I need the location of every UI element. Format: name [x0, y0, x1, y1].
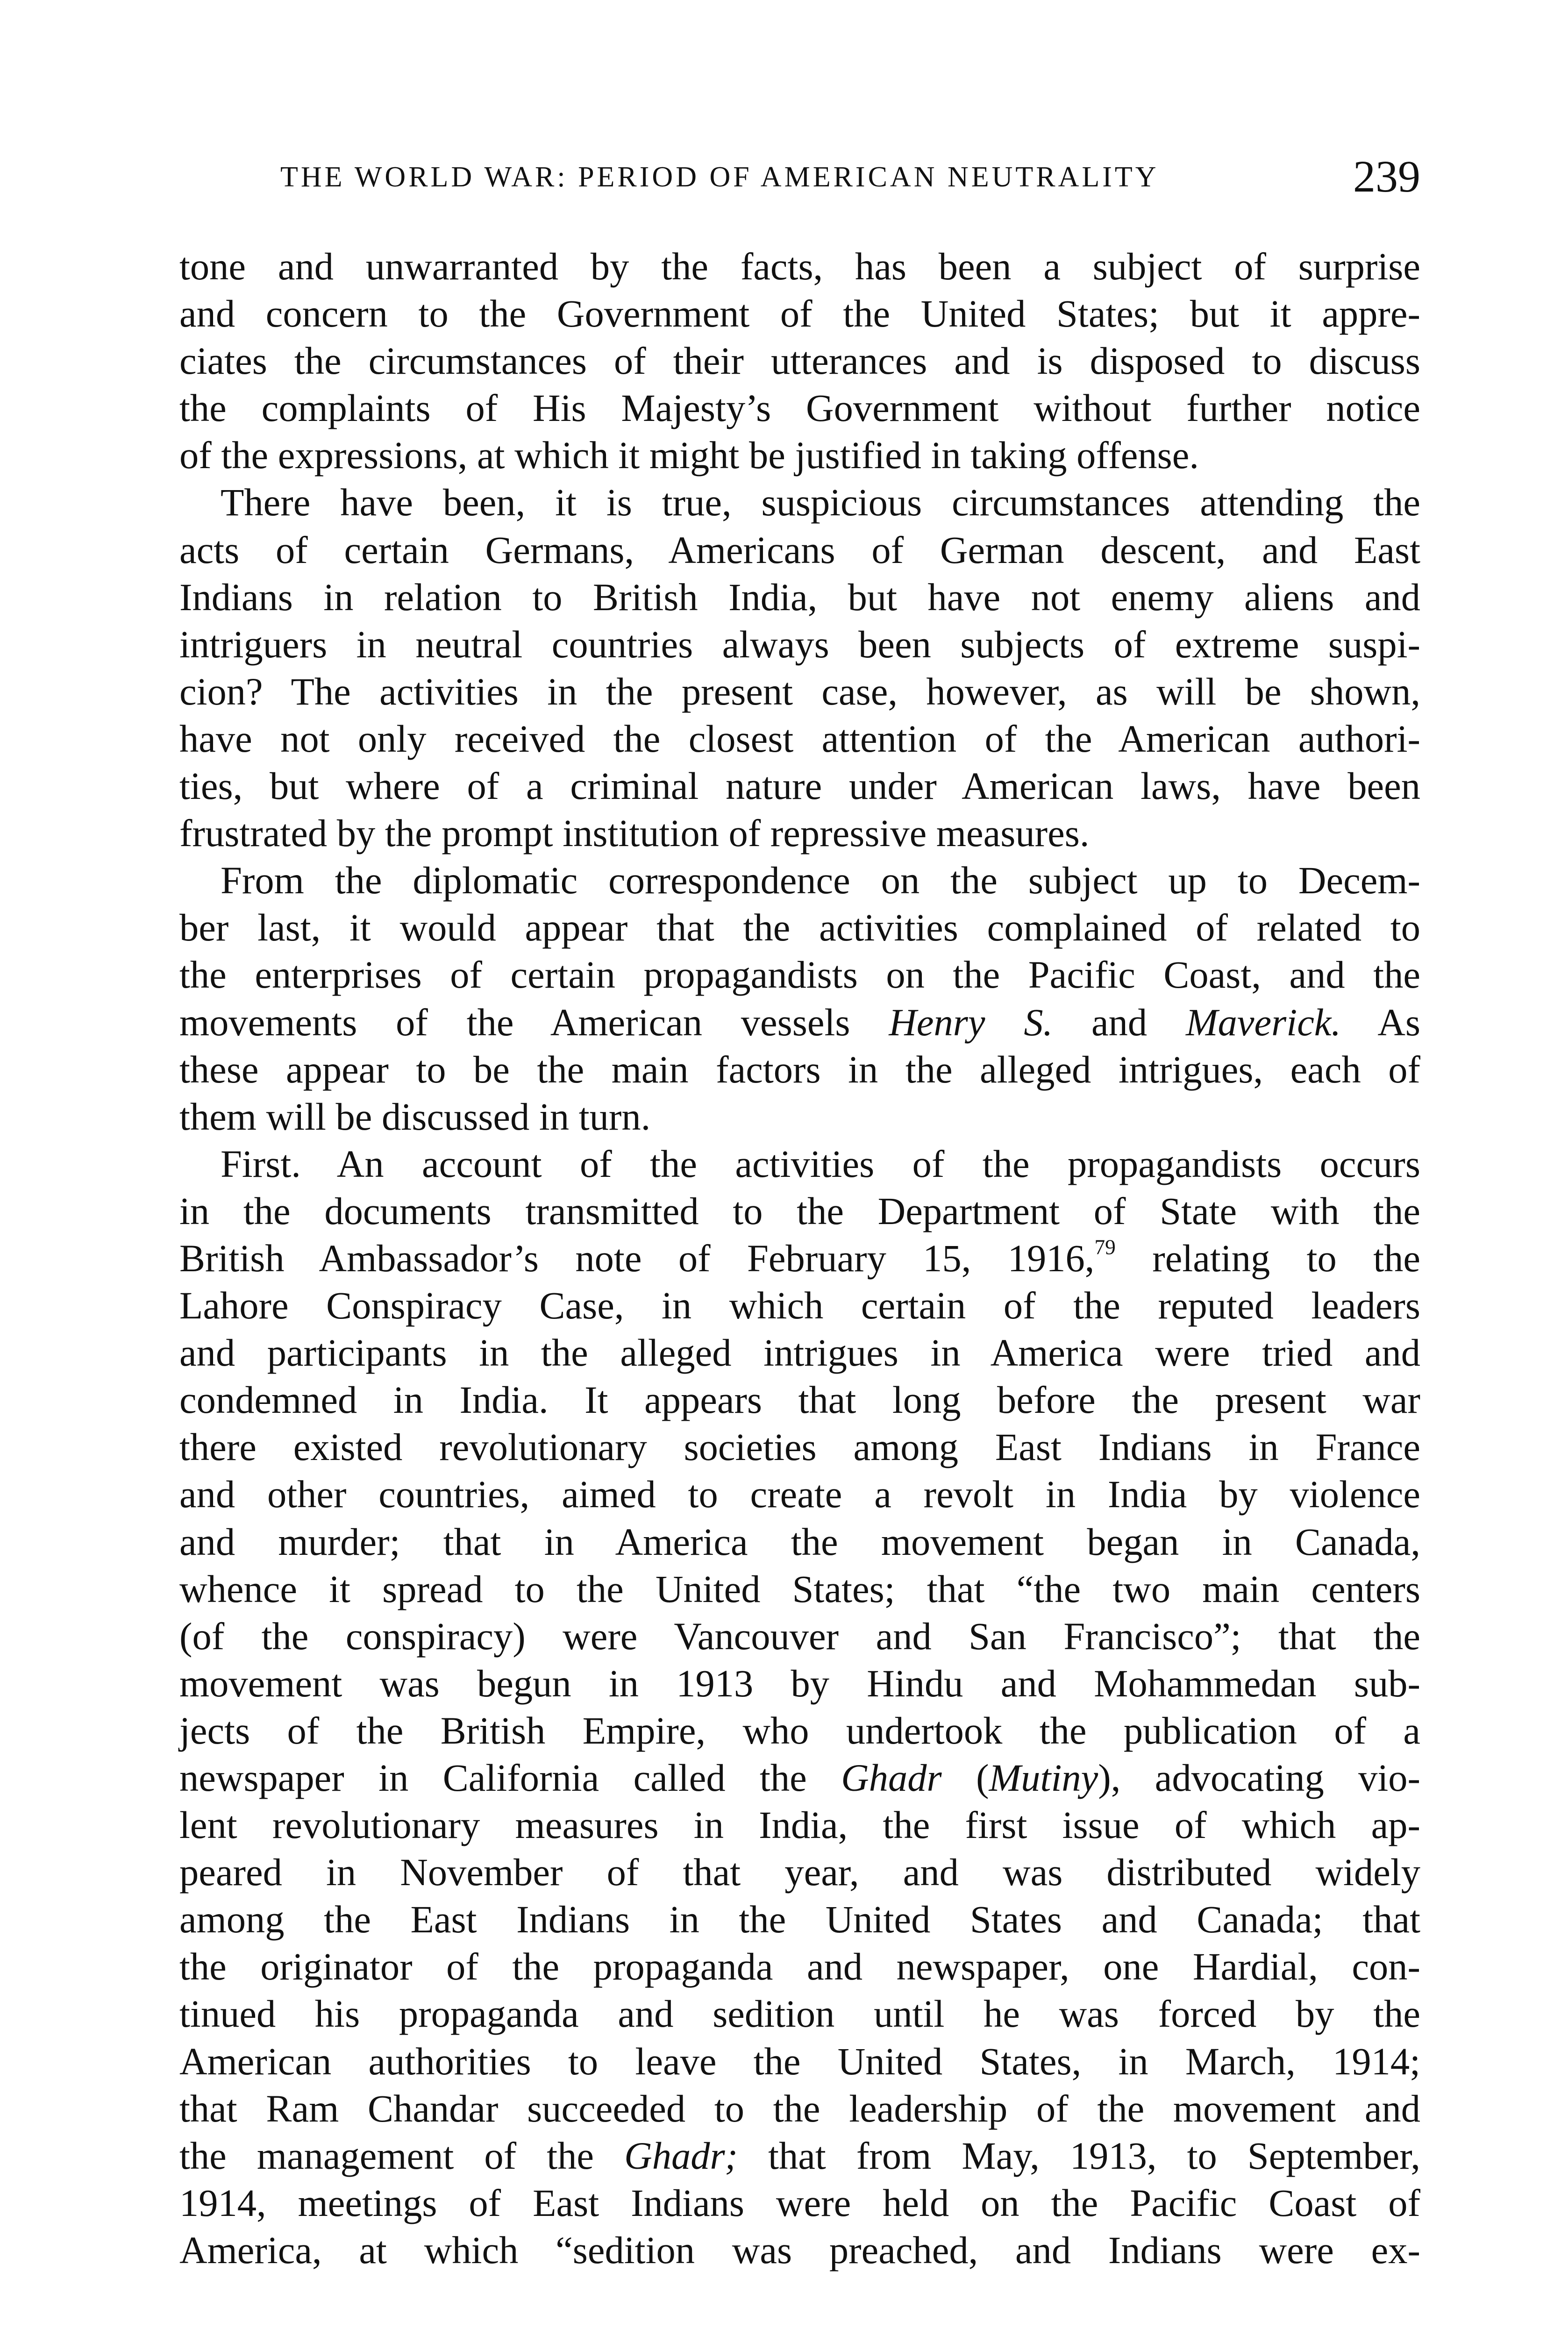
text-line: Indians in relation to British India, but have not enemy aliens and [179, 575, 1420, 619]
text-line [179, 999, 1420, 1046]
text-line: there existed revolutionary societies among East Indians in France [179, 1425, 1420, 1469]
text-fragment: movements of the American vessels [179, 1000, 850, 1044]
vessel-name-henry-s: Henry S. [889, 1000, 1053, 1044]
text-line: ties, but where of a criminal nature under American laws, have been [179, 764, 1420, 808]
text-line: condemned in India. It appears that long before the present war [179, 1378, 1420, 1422]
text-line: tone and unwarranted by the facts, has been a subject of surprise [179, 245, 1420, 288]
text-fragment: British Ambassador’s note of February 15, 1916, [179, 1236, 1095, 1280]
text-line: the enterprises of certain propagandists on the Pacific Coast, and the [179, 953, 1420, 997]
text-line: these appear to be the main factors in the alleged intrigues, each of [179, 1047, 1420, 1091]
text-line [179, 1235, 1420, 1282]
newspaper-translation-mutiny: Mutiny [989, 1756, 1098, 1799]
running-title: THE WORLD WAR: PERIOD OF AMERICAN NEUTRALITY [280, 161, 1159, 193]
text-line: jects of the British Empire, who undertook the publication of a [179, 1709, 1420, 1752]
text-line: acts of certain Germans, Americans of German descent, and East [179, 528, 1420, 571]
body-text [179, 243, 1420, 2274]
text-fragment: ), advocating vio- [1098, 1756, 1421, 1799]
text-line: and participants in the alleged intrigues in America were tried and [179, 1331, 1420, 1375]
text-line: and murder; that in America the movement began in Canada, [179, 1520, 1420, 1563]
text-fragment: that from May, 1913, to September, [768, 2134, 1420, 2177]
text-line: There have been, it is true, suspicious circumstances attending the [221, 481, 1420, 524]
text-line: From the diplomatic correspondence on the subject up to Decem- [221, 859, 1420, 902]
text-line: (of the conspiracy) were Vancouver and San Francisco”; that the [179, 1614, 1420, 1658]
text-line: them will be discussed in turn. [179, 1095, 651, 1138]
vessel-name-maverick: Maverick. [1185, 1000, 1341, 1044]
text-line: tinued his propaganda and sedition until he was forced by the [179, 1992, 1420, 2036]
text-line: in the documents transmitted to the Department of State with the [179, 1189, 1420, 1232]
text-fragment: As [1377, 1000, 1421, 1044]
text-line: that Ram Chandar succeeded to the leadership of the movement and [179, 2087, 1420, 2130]
newspaper-name-ghadr: Ghadr [841, 1756, 942, 1799]
text-fragment: newspaper in California called the [179, 1756, 807, 1799]
text-line: the originator of the propaganda and newspaper, one Hardial, con- [179, 1945, 1420, 1988]
text-line: American authorities to leave the United States, in March, 1914; [179, 2039, 1420, 2083]
footnote-reference: 79 [1094, 1235, 1116, 1259]
text-line: Lahore Conspiracy Case, in which certain of the reputed leaders [179, 1284, 1420, 1327]
text-fragment: and [1091, 1000, 1147, 1044]
page-number: 239 [1353, 151, 1420, 201]
text-line: and concern to the Government of the United States; but it appre- [179, 292, 1420, 335]
text-line: ber last, it would appear that the activities complained of related to [179, 906, 1420, 949]
text-line: intriguers in neutral countries always been subjects of extreme suspi- [179, 622, 1420, 666]
text-line: movement was begun in 1913 by Hindu and Mohammedan sub- [179, 1661, 1420, 1705]
text-line: First. An account of the activities of the propagandists occurs [221, 1142, 1420, 1185]
text-fragment: relating to the [1152, 1236, 1420, 1280]
newspaper-name-ghadr: Ghadr; [624, 2134, 738, 2177]
text-line: among the East Indians in the United States and Canada; that [179, 1898, 1420, 1941]
text-line: the complaints of His Majesty’s Government without further notice [179, 386, 1420, 430]
text-line: whence it spread to the United States; that “the two main centers [179, 1567, 1420, 1610]
text-line: America, at which “sedition was preached, and Indians were ex- [179, 2228, 1420, 2272]
text-line: frustrated by the prompt institution of repressive measures. [179, 812, 1090, 855]
text-fragment: ( [976, 1756, 989, 1799]
text-fragment: the management of the [179, 2134, 594, 2177]
text-line: lent revolutionary measures in India, the first issue of which ap- [179, 1803, 1420, 1847]
text-line: ciates the circumstances of their utterances and is disposed to discuss [179, 339, 1420, 383]
running-head [280, 150, 1420, 211]
text-line [179, 2132, 1420, 2179]
text-line: have not only received the closest attention of the American authori- [179, 717, 1420, 760]
text-line [179, 1754, 1420, 1802]
text-line: cion? The activities in the present case, however, as will be shown, [179, 669, 1420, 713]
text-line: peared in November of that year, and was distributed widely [179, 1851, 1420, 1894]
text-line: and other countries, aimed to create a revolt in India by violence [179, 1473, 1420, 1516]
text-line: of the expressions, at which it might be justified in taking offense. [179, 434, 1199, 477]
text-line: 1914, meetings of East Indians were held on the Pacific Coast of [179, 2181, 1420, 2224]
